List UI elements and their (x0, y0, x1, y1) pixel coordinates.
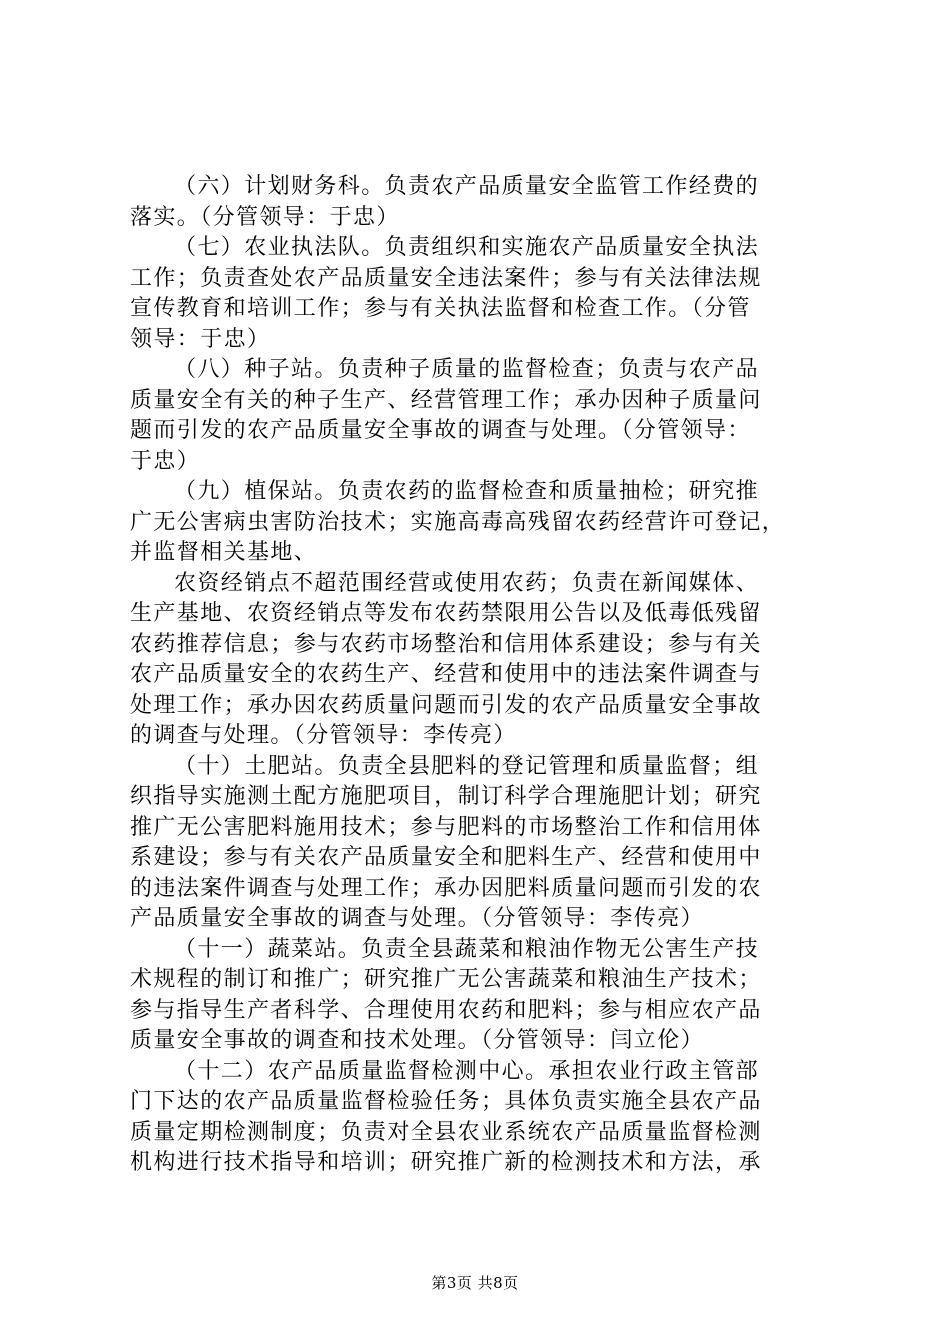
paragraph-line: 于忠） (130, 448, 201, 474)
paragraph-line: （十二）农产品质量监督检测中心。承担农业行政主管部 (174, 1058, 760, 1084)
paragraph-line: 的调查与处理。（分管领导：李传亮） (130, 723, 517, 748)
paragraph-line: 广无公害病虫害防治技术；实施高毒高残留农药经营许可登记， (130, 509, 786, 535)
paragraph-line: （六）计划财务科。负责农产品质量安全监管工作经费的 (174, 174, 760, 199)
paragraph-line: 系建设；参与有关农产品质量安全和肥料生产、经营和使用中 (130, 845, 762, 870)
paragraph-line: 落实。（分管领导：于忠） (130, 204, 400, 230)
paragraph-line: 质量定期检测制度；负责对全县农业系统农产品质量监督检测 (130, 1119, 762, 1145)
paragraph-line: 术规程的制订和推广；研究推广无公害蔬菜和粮油生产技术； (130, 967, 762, 992)
paragraph-line: （八）种子站。负责种子质量的监督检查；负责与农产品 (174, 357, 760, 382)
paragraph-line: 农产品质量安全的农药生产、经营和使用中的违法案件调查与 (130, 662, 762, 687)
page-footer: 第3页 共8页 (431, 1274, 519, 1292)
paragraph-line: 领导：于忠） (130, 326, 271, 352)
paragraph-line: 宣传教育和培训工作；参与有关执法监督和检查工作。（分管 (130, 296, 751, 321)
paragraph-line: 产品质量安全事故的调查与处理。（分管领导：李传亮） (130, 906, 705, 931)
paragraph-line: 处理工作；承办因农药质量问题而引发的农产品质量安全事故 (130, 692, 762, 718)
paragraph-line: 门下达的农产品质量监督检验任务；具体负责实施全县农产品 (130, 1089, 762, 1114)
paragraph-line: 农药推荐信息；参与农药市场整治和信用体系建设；参与有关 (130, 631, 762, 657)
paragraph-line: 质量安全事故的调查和技术处理。（分管领导：闫立伦） (130, 1028, 705, 1053)
paragraph-line: 的违法案件调查与处理工作；承办因肥料质量问题而引发的农 (130, 875, 762, 901)
paragraph-line: 参与指导生产者科学、合理使用农药和肥料；参与相应农产品 (130, 997, 762, 1023)
paragraph-line: 质量安全有关的种子生产、经营管理工作；承办因种子质量问 (130, 387, 762, 413)
paragraph-line: （十一）蔬菜站。负责全县蔬菜和粮油作物无公害生产技 (174, 936, 760, 962)
paragraph-line: 推广无公害肥料施用技术；参与肥料的市场整治工作和信用体 (130, 814, 762, 840)
paragraph-line: 织指导实施测土配方施肥项目，制订科学合理施肥计划；研究 (130, 784, 762, 809)
paragraph-line: 并监督相关基地、 (130, 540, 318, 565)
paragraph-line: 题而引发的农产品质量安全事故的调查与处理。（分管领导： (130, 418, 751, 443)
paragraph-line: 生产基地、农资经销点等发布农药禁限用公告以及低毒低残留 (130, 601, 762, 626)
document-body (130, 172, 830, 1179)
paragraph-line: 工作；负责查处农产品质量安全违法案件；参与有关法律法规 (130, 265, 762, 291)
paragraph-line: （九）植保站。负责农药的监督检查和质量抽检；研究推 (174, 479, 760, 504)
paragraph-line: （十）土肥站。负责全县肥料的登记管理和质量监督；组 (174, 753, 760, 779)
paragraph-line: 农资经销点不超范围经营或使用农药；负责在新闻媒体、 (174, 570, 760, 596)
paragraph-line: 机构进行技术指导和培训；研究推广新的检测技术和方法，承 (130, 1150, 762, 1175)
paragraph-line: （七）农业执法队。负责组织和实施农产品质量安全执法 (174, 235, 760, 260)
